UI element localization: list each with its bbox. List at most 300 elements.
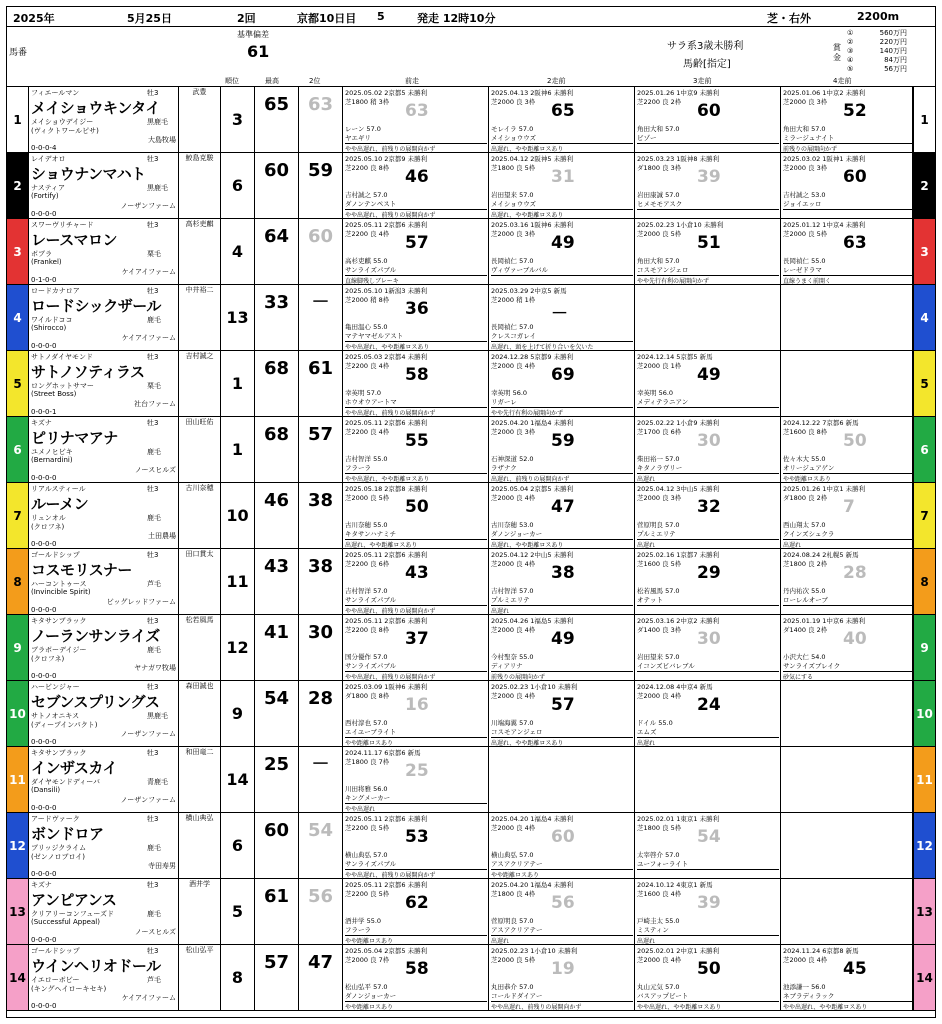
best-index <box>255 417 299 482</box>
second-value: 28 <box>307 688 334 709</box>
rank: 1 <box>221 351 255 416</box>
run-date-race: 2025.05.04 2京都5 未勝利 <box>345 947 428 955</box>
run-jockey: 幸英明 56.0 <box>491 389 528 397</box>
best-value: 33 <box>263 292 290 313</box>
run-note <box>637 671 779 672</box>
coat-color: 鹿毛 <box>147 514 161 522</box>
rank: 14 <box>221 747 255 812</box>
run-jockey: 菅原明良 57.0 <box>637 521 680 529</box>
jockey: 高杉吏麒 <box>179 219 221 284</box>
run-note: 砂気にする <box>783 671 925 681</box>
run-note: 出遅れ、やや距離ロスあり <box>491 539 633 549</box>
past-run-2 <box>489 285 635 350</box>
run-score: 19 <box>551 959 575 979</box>
horse-number: 8 <box>7 549 29 614</box>
rank: 3 <box>221 87 255 152</box>
run-winner: エイユーブライト <box>345 728 397 736</box>
run-note: やや距離ロスあり <box>783 473 925 483</box>
run-course: 芝2000 良 4枠 <box>491 494 536 502</box>
race-number: 5 <box>377 10 385 23</box>
run-note: 前残りの展開向かず <box>783 143 925 153</box>
run-winner: キングメーカー <box>345 794 391 802</box>
run-winner: メイショウウズ <box>491 134 537 142</box>
run-date-race: 2024.12.22 7京都6 新馬 <box>783 419 859 427</box>
date: 5月25日 <box>127 12 172 25</box>
second-index <box>299 417 343 482</box>
run-course: 芝1800 稍 3枠 <box>345 98 390 106</box>
run-note: やや出遅れ、前残りの展開向かず <box>345 869 487 879</box>
best-index <box>255 615 299 680</box>
past-run-1 <box>343 549 489 614</box>
past-run-2 <box>489 747 635 812</box>
run-note: 出遅れ、やや距離ロスあり <box>345 539 487 549</box>
run-score: 60 <box>551 827 575 847</box>
run-note: やや出遅れ、前残りの展開向かず <box>345 605 487 615</box>
run-jockey: 古川奈穂 53.0 <box>491 521 534 529</box>
run-score: 63 <box>405 101 429 121</box>
run-jockey: 長岡禎仁 57.0 <box>491 323 534 331</box>
second-value: 61 <box>307 358 334 379</box>
rank: 6 <box>221 153 255 218</box>
past-run-3 <box>635 87 781 152</box>
past-run-4 <box>781 879 913 944</box>
record: 0-0-0-0 <box>31 342 57 350</box>
run-score: 57 <box>551 695 575 715</box>
horse-number-right: 13 <box>913 879 935 944</box>
run-note: やや出遅れ、やや距離ロスあり <box>345 341 487 351</box>
horse-number: 12 <box>7 813 29 878</box>
dam: ワイルドココ <box>31 316 73 324</box>
broodmare-sire: (クロフネ) <box>31 655 65 663</box>
horse-info <box>29 813 179 878</box>
run-note: 出遅れ <box>637 473 779 483</box>
year: 2025年 <box>13 12 55 25</box>
sire: レイデオロ <box>31 155 66 163</box>
run-course: 芝2000 良 3枠 <box>491 230 536 238</box>
run-date-race: 2025.03.23 1阪神8 未勝利 <box>637 155 720 163</box>
run-course: 芝2000 良 3枠 <box>491 98 536 106</box>
run-score: 50 <box>843 431 867 451</box>
breeder: ノースヒルズ <box>134 928 176 936</box>
run-date-race: 2025.05.10 2京都9 未勝利 <box>345 155 428 163</box>
col-prev: 前走 <box>405 77 419 85</box>
run-note: 出遅れ、やや距離ロスあり <box>491 737 633 747</box>
run-course: 芝2200 良 5枠 <box>345 890 390 898</box>
run-date-race: 2024.11.24 6京都8 新馬 <box>783 947 859 955</box>
rank: 6 <box>221 813 255 878</box>
run-jockey: モレイラ 57.0 <box>491 125 534 133</box>
horse-info <box>29 549 179 614</box>
best-index <box>255 285 299 350</box>
past-run-2 <box>489 219 635 284</box>
rank: 5 <box>221 879 255 944</box>
race-subheader <box>7 27 935 87</box>
run-course: 芝2000 良 4枠 <box>637 692 682 700</box>
rank: 4 <box>221 219 255 284</box>
breeder: ケイアイファーム <box>121 994 176 1002</box>
run-note: 出遅れ <box>637 539 779 549</box>
best-index <box>255 153 299 218</box>
past-run-3 <box>635 681 781 746</box>
run-jockey: 古川奈穂 55.0 <box>345 521 388 529</box>
horse-info <box>29 615 179 680</box>
run-score: 62 <box>405 893 429 913</box>
past-run-1 <box>343 153 489 218</box>
run-note: やや出遅れ、前残りの展開向かず <box>345 209 487 219</box>
dam: ボブラ <box>31 250 52 258</box>
horse-name: ロードシックザール <box>31 297 161 315</box>
run-note <box>637 869 779 870</box>
past-run-2 <box>489 681 635 746</box>
sire: ゴールドシップ <box>31 947 80 955</box>
run-date-race: 2025.01.12 1中京4 未勝利 <box>783 221 866 229</box>
run-score: 52 <box>843 101 867 121</box>
breeder: 社台ファーム <box>134 400 176 408</box>
record: 0-0-0-0 <box>31 672 57 680</box>
past-run-1 <box>343 285 489 350</box>
second-value: 57 <box>307 424 334 445</box>
coat-color: 青鹿毛 <box>147 778 168 786</box>
run-winner: ダノンテンペスト <box>345 200 397 208</box>
run-course: ダ1400 良 3枠 <box>637 626 682 634</box>
past-run-4 <box>781 219 913 284</box>
horse-number: 7 <box>7 483 29 548</box>
past-run-3 <box>635 747 781 812</box>
run-date-race: 2025.03.02 1阪神1 未勝利 <box>783 155 866 163</box>
horse-info <box>29 681 179 746</box>
broodmare-sire: (クロフネ) <box>31 523 65 531</box>
sire: キズナ <box>31 419 52 427</box>
broodmare-sire: (Dansili) <box>31 786 61 794</box>
past-run-3 <box>635 879 781 944</box>
horse-name: ウインヘリオドール <box>31 957 161 975</box>
rank: 8 <box>221 945 255 1010</box>
col-rank: 順位 <box>225 77 239 85</box>
past-run-1 <box>343 483 489 548</box>
coat-color: 鹿毛 <box>147 910 161 918</box>
best-index <box>255 549 299 614</box>
second-index <box>299 615 343 680</box>
run-date-race: 2025.05.02 2京都5 未勝利 <box>345 89 428 97</box>
horse-row <box>7 813 935 879</box>
sex-age: 牡3 <box>147 551 159 559</box>
horse-number: 4 <box>7 285 29 350</box>
run-jockey: 角田大和 57.0 <box>637 125 680 133</box>
run-course: 芝2000 良 5枠 <box>637 230 682 238</box>
record: 0-0-0-1 <box>31 408 57 416</box>
rank: 9 <box>221 681 255 746</box>
run-date-race: 2024.11.17 6京都6 新馬 <box>345 749 421 757</box>
jockey: 吉村誠之 <box>179 351 221 416</box>
second-value: 59 <box>307 160 334 181</box>
col-umaban: 馬番 <box>9 48 28 58</box>
rank: 1 <box>221 417 255 482</box>
best-value: 57 <box>263 952 290 973</box>
run-jockey: 松山弘平 57.0 <box>345 983 388 991</box>
rank: 13 <box>221 285 255 350</box>
past-run-3 <box>635 285 781 350</box>
sex-age: 牡3 <box>147 287 159 295</box>
horse-number: 9 <box>7 615 29 680</box>
horse-number: 14 <box>7 945 29 1010</box>
run-note <box>637 407 779 408</box>
run-course: 芝1800 良 5枠 <box>491 164 536 172</box>
coat-color: 黒鹿毛 <box>147 118 168 126</box>
second-value: － <box>311 754 330 775</box>
horse-row <box>7 615 935 681</box>
best-index <box>255 813 299 878</box>
sire: フィエールマン <box>31 89 80 97</box>
second-index <box>299 879 343 944</box>
run-winner: オテット <box>637 596 663 604</box>
jockey: 和田竜二 <box>179 747 221 812</box>
run-score: 49 <box>697 365 721 385</box>
past-run-1 <box>343 417 489 482</box>
prize-row: ① 560万円 <box>847 29 907 37</box>
run-score: 45 <box>843 959 867 979</box>
run-winner: オリージュアゲン <box>783 464 835 472</box>
dam: ブリッジクライム <box>31 844 87 852</box>
run-course: 芝2000 良 5枠 <box>783 230 828 238</box>
run-note: やや距離ロスあり <box>345 1001 487 1011</box>
past-run-1 <box>343 879 489 944</box>
col-4prev: 4走前 <box>833 77 852 85</box>
run-date-race: 2025.05.18 2京都8 未勝利 <box>345 485 428 493</box>
run-score: 32 <box>697 497 721 517</box>
jockey: 酒井学 <box>179 879 221 944</box>
run-jockey: 角田大和 57.0 <box>783 125 826 133</box>
run-score: 69 <box>551 365 575 385</box>
venue-day: 京都10日目 <box>297 12 357 25</box>
run-course: 芝2000 良 3枠 <box>637 494 682 502</box>
run-winner: リガーレ <box>491 398 517 406</box>
run-jockey: 丸田恭介 57.0 <box>491 983 534 991</box>
second-index <box>299 351 343 416</box>
run-score: 65 <box>551 101 575 121</box>
run-winner: サンライズパブル <box>345 266 397 274</box>
col-best: 最高 <box>265 77 279 85</box>
horse-name: セブンスプリングス <box>31 693 160 711</box>
run-course: 芝2200 良 6枠 <box>345 560 390 568</box>
past-run-2 <box>489 615 635 680</box>
horse-info <box>29 87 179 152</box>
horse-info <box>29 153 179 218</box>
col-second: 2位 <box>309 77 321 85</box>
horse-number-right: 2 <box>913 153 935 218</box>
run-jockey: 吉村智洋 57.0 <box>491 587 534 595</box>
sire: サトノダイヤモンド <box>31 353 93 361</box>
run-note: 出遅れ <box>491 605 633 615</box>
second-value: 56 <box>307 886 334 907</box>
broodmare-sire: (Street Boss) <box>31 390 77 398</box>
run-score: 47 <box>551 497 575 517</box>
run-score: 38 <box>551 563 575 583</box>
run-note: やや出遅れ、やや距離ロスあり <box>783 1001 925 1011</box>
run-score: 58 <box>405 959 429 979</box>
dam: ロングホットサマー <box>31 382 94 390</box>
run-note: やや出遅れ、やや距離ロスあり <box>345 473 487 483</box>
run-score: 29 <box>697 563 721 583</box>
run-jockey: 丸山元気 57.0 <box>637 983 680 991</box>
run-winner: サンライズパブル <box>345 662 397 670</box>
run-date-race: 2025.03.16 2中京2 未勝利 <box>637 617 720 625</box>
horse-number-right: 3 <box>913 219 935 284</box>
horse-number: 1 <box>7 87 29 152</box>
dam: クリアリーコンフューズド <box>31 910 115 918</box>
run-winner: ダノンジョーカー <box>491 530 543 538</box>
run-jockey: 長岡禎仁 55.0 <box>783 257 826 265</box>
run-course: 芝2000 良 3枠 <box>491 428 536 436</box>
run-jockey: 西村淳也 57.0 <box>345 719 388 727</box>
run-winner: サンライズブレイク <box>783 662 841 670</box>
past-run-2 <box>489 417 635 482</box>
horse-name: ピリナマアナ <box>31 429 118 447</box>
run-course: 芝2000 良 5枠 <box>345 494 390 502</box>
run-course: 芝2200 良 4枠 <box>345 428 390 436</box>
horse-name: ショウナンマハト <box>31 165 146 183</box>
horse-row <box>7 285 935 351</box>
jockey: 中井裕二 <box>179 285 221 350</box>
horse-number: 10 <box>7 681 29 746</box>
run-winner: マテヤマゼルアスト <box>345 332 404 340</box>
past-run-1 <box>343 615 489 680</box>
run-date-race: 2025.03.09 1阪神6 未勝利 <box>345 683 428 691</box>
run-winner: フラーラ <box>345 926 371 934</box>
run-winner: ヒメモモアスク <box>637 200 683 208</box>
breeder: ノーザンファーム <box>120 796 176 804</box>
best-index <box>255 747 299 812</box>
run-winner: ミラージュナイト <box>783 134 835 142</box>
run-jockey: 柴田裕一 57.0 <box>637 455 680 463</box>
dam: ブラボーデイジー <box>31 646 87 654</box>
base-label: 基準偏差 <box>237 30 269 39</box>
run-note: 出遅れ、前残りの展開向かず <box>491 473 633 483</box>
run-course: 芝1800 良 5枠 <box>637 824 682 832</box>
jockey: 武豊 <box>179 87 221 152</box>
run-winner: ユーフォーライト <box>637 860 689 868</box>
sex-age: 牡3 <box>147 485 159 493</box>
sex-age: 牡3 <box>147 947 159 955</box>
coat-color: 鹿毛 <box>147 646 161 654</box>
best-index <box>255 879 299 944</box>
run-score: 40 <box>843 629 867 649</box>
run-winner: コールドダイアー <box>491 992 543 1000</box>
run-course: 芝2000 良 1枠 <box>637 362 682 370</box>
run-course: 芝2200 良 8枠 <box>345 164 390 172</box>
horse-info <box>29 945 179 1010</box>
run-score: 39 <box>697 893 721 913</box>
horse-row <box>7 945 935 1011</box>
run-course: 芝2000 良 4枠 <box>491 560 536 568</box>
second-index <box>299 813 343 878</box>
run-jockey: 横山典弘 57.0 <box>345 851 388 859</box>
past-run-1 <box>343 219 489 284</box>
run-note: やや出遅れ、前残りの展開向かず <box>345 671 487 681</box>
run-course: 芝2200 良 5枠 <box>345 824 390 832</box>
run-course: 芝1600 良 5枠 <box>637 560 682 568</box>
run-winner: ローレルオーブ <box>783 596 828 604</box>
horse-info <box>29 483 179 548</box>
run-date-race: 2025.04.20 1福島4 未勝利 <box>491 419 574 427</box>
run-date-race: 2025.02.23 1小倉10 未勝利 <box>491 683 578 691</box>
run-jockey: 岩田康誠 57.0 <box>637 191 680 199</box>
horse-number-right: 7 <box>913 483 935 548</box>
run-course: ダ1800 良 3枠 <box>637 164 682 172</box>
prize-row: ⑤ 56万円 <box>847 65 907 73</box>
record: 0-0-0-0 <box>31 870 57 878</box>
horse-name: レースマロン <box>31 231 117 249</box>
run-winner: サンライズパブル <box>345 596 397 604</box>
broodmare-sire: (ゼンノロブロイ) <box>31 853 85 861</box>
run-note: 出遅れ <box>491 935 633 945</box>
sire: アードヴァーク <box>31 815 80 823</box>
run-course: 芝2000 良 7枠 <box>345 956 390 964</box>
best-value: 60 <box>263 160 290 181</box>
run-score: 49 <box>551 629 575 649</box>
past-run-4 <box>781 549 913 614</box>
record: 0-0-0-0 <box>31 540 57 548</box>
run-date-race: 2024.12.28 5京都9 未勝利 <box>491 353 574 361</box>
run-score: 43 <box>405 563 429 583</box>
past-run-4 <box>781 483 913 548</box>
run-score: 57 <box>405 233 429 253</box>
horse-row <box>7 417 935 483</box>
dam: サトノオニキス <box>31 712 80 720</box>
run-winner: エムズ <box>637 728 657 736</box>
second-value: 63 <box>307 94 334 115</box>
sire: リアルスティール <box>31 485 86 493</box>
run-date-race: 2025.02.23 1小倉10 未勝利 <box>637 221 724 229</box>
past-run-2 <box>489 153 635 218</box>
run-course: 芝1800 良 7枠 <box>345 758 390 766</box>
broodmare-sire: (Bernardini) <box>31 456 73 464</box>
run-note: 出遅れ、やや距離ロスあり <box>491 143 633 153</box>
best-value: 68 <box>263 358 290 379</box>
horse-number: 3 <box>7 219 29 284</box>
run-jockey: 国分優作 57.0 <box>345 653 388 661</box>
run-note: 出遅れ、やや距離ロスあり <box>491 209 633 219</box>
best-value: 54 <box>263 688 290 709</box>
run-winner: ホウオウアートマ <box>345 398 397 406</box>
breeder: ケイアイファーム <box>121 268 176 276</box>
run-note: 出遅れ <box>637 935 779 945</box>
dam: メイショウデイジー <box>31 118 94 126</box>
run-jockey: 菅原明良 57.0 <box>491 917 534 925</box>
prize-label: 賞金 <box>833 43 841 62</box>
run-winner: ネブラディラック <box>783 992 835 1000</box>
run-course: 芝2000 稍 8枠 <box>345 296 390 304</box>
jockey: 田口貫太 <box>179 549 221 614</box>
run-jockey: 横山典弘 57.0 <box>491 851 534 859</box>
second-value: － <box>311 292 330 313</box>
run-jockey: 吉村誠之 57.0 <box>345 191 388 199</box>
run-jockey: 川端海翼 57.0 <box>491 719 534 727</box>
run-winner: プルミエリテ <box>491 596 530 604</box>
rank: 11 <box>221 549 255 614</box>
run-winner: ミスティン <box>637 926 669 934</box>
breeder: ノーザンファーム <box>120 202 176 210</box>
run-jockey: 池添謙一 56.0 <box>783 983 826 991</box>
run-jockey: 岩田望来 57.0 <box>491 191 534 199</box>
horse-number: 6 <box>7 417 29 482</box>
breeder: 土田農場 <box>148 532 176 540</box>
run-score: 36 <box>405 299 429 319</box>
past-run-4 <box>781 351 913 416</box>
run-jockey: 石神深道 52.0 <box>491 455 534 463</box>
run-winner: ヤエギリ <box>345 134 371 142</box>
run-jockey: 戸崎圭太 55.0 <box>637 917 680 925</box>
run-note: 前残りの展開向かず <box>491 671 633 681</box>
